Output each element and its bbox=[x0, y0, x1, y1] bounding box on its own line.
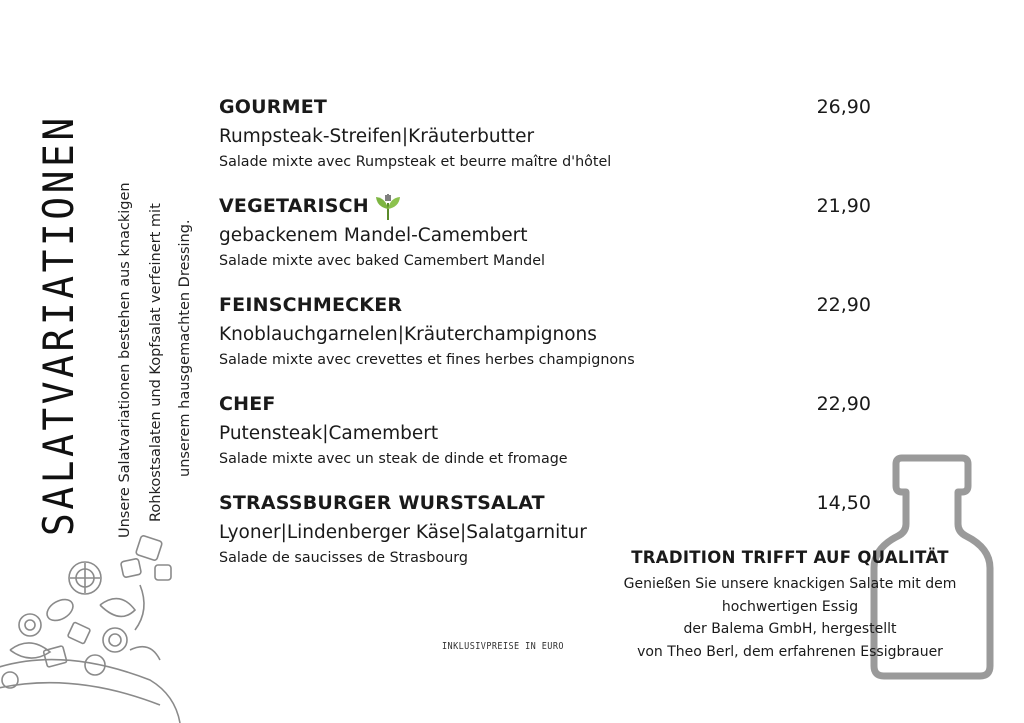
tradition-heading: TRADITION TRIFFT AUF QUALITÄT bbox=[631, 548, 949, 567]
tradition-line-4: von Theo Berl, dem erfahrenen Essigbrauer bbox=[637, 643, 943, 660]
menu-item-feinschmecker bbox=[219, 292, 879, 370]
menu-item-french: Salade mixte avec Rumpsteak et beurre maître d'hôtel bbox=[219, 154, 612, 170]
salad-bowl-sketch-icon bbox=[0, 530, 190, 723]
menu-item-description: Rumpsteak-Streifen|Kräuterbutter bbox=[219, 126, 535, 147]
tradition-note bbox=[600, 548, 980, 663]
section-description-line-3: unserem hausgemachten Dressing. bbox=[177, 219, 193, 477]
menu-item-vegetarisch bbox=[219, 193, 879, 271]
menu-item-gourmet bbox=[219, 94, 879, 172]
section-description-line-2: Rohkostsalaten und Kopfsalat verfeinert mit bbox=[148, 203, 164, 522]
tradition-line-2: hochwertigen Essig bbox=[721, 598, 859, 615]
menu-item-price: 26,90 bbox=[816, 96, 871, 118]
menu-item-description: Knoblauchgarnelen|Kräuterchampignons bbox=[219, 324, 597, 345]
menu-item-description: Putensteak|Camembert bbox=[219, 423, 439, 444]
menu-item-french: Salade mixte avec un steak de dinde et fromage bbox=[219, 451, 568, 467]
menu-item-price: 22,90 bbox=[816, 294, 871, 316]
menu-item-chef bbox=[219, 391, 879, 469]
vegetarian-leaf-icon bbox=[375, 193, 401, 221]
menu-item-name: GOURMET bbox=[219, 96, 328, 118]
tradition-line-1: Genießen Sie unsere knackigen Salate mit dem bbox=[623, 576, 957, 592]
menu-item-description: gebackenem Mandel-Camembert bbox=[219, 225, 528, 246]
section-title: SALATVARIATIONEN bbox=[34, 114, 83, 537]
menu-list bbox=[219, 94, 879, 589]
menu-item-name: VEGETARISCH bbox=[219, 193, 879, 220]
menu-item-french: Salade mixte avec baked Camembert Mandel bbox=[219, 253, 546, 269]
menu-item-name: FEINSCHMECKER bbox=[219, 294, 403, 316]
menu-item-name: STRASSBURGER WURSTSALAT bbox=[219, 492, 545, 514]
tradition-line-3: der Balema GmbH, hergestellt bbox=[683, 621, 897, 637]
section-description-line-1: Unsere Salatvariationen bestehen aus knackigen bbox=[117, 182, 133, 538]
menu-item-french: Salade de saucisses de Strasbourg bbox=[219, 550, 468, 566]
price-footnote: INKLUSIVPREISE IN EURO bbox=[442, 641, 564, 652]
menu-item-price: 14,50 bbox=[816, 492, 871, 514]
menu-item-price: 22,90 bbox=[816, 393, 871, 415]
menu-item-price: 21,90 bbox=[816, 195, 871, 217]
menu-item-french: Salade mixte avec crevettes et fines herbes champignons bbox=[219, 352, 635, 368]
menu-item-description: Lyoner|Lindenberger Käse|Salatgarnitur bbox=[219, 522, 587, 543]
menu-item-name: CHEF bbox=[219, 393, 276, 415]
